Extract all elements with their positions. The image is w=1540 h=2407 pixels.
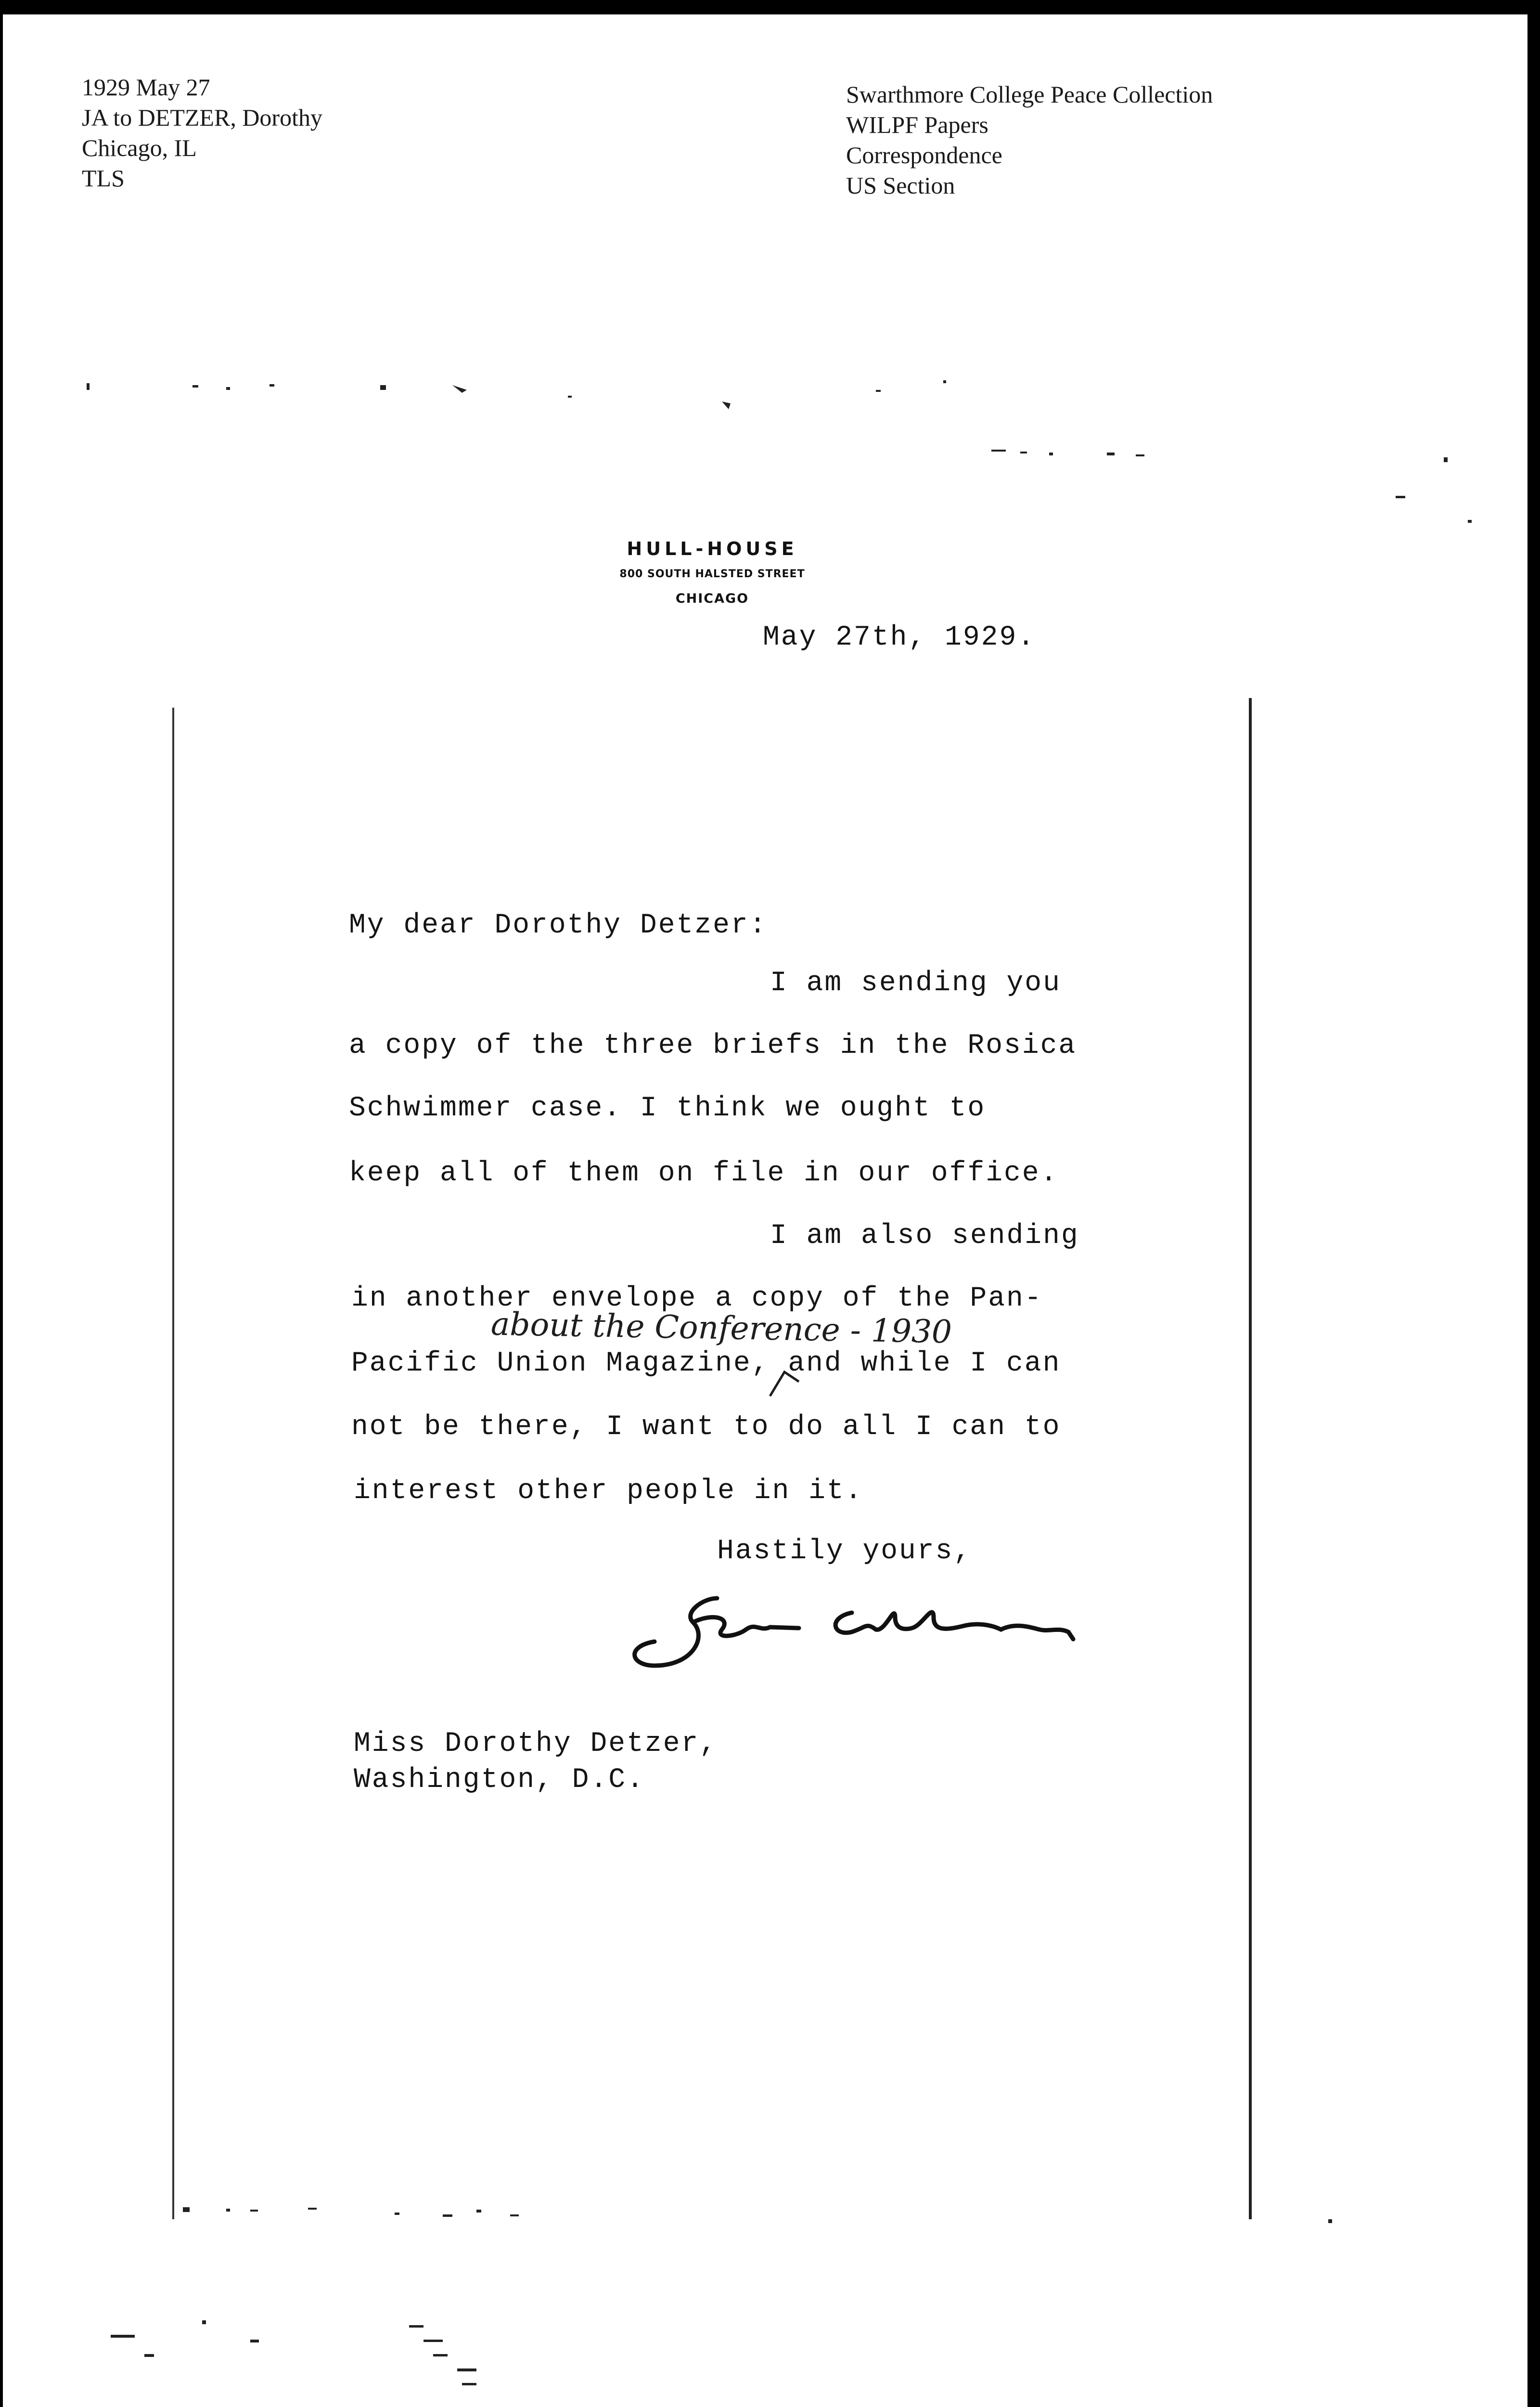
letter-closing: Hastily yours, <box>717 1536 972 1567</box>
letterhead-street: 800 SOUTH HALSTED STREET <box>619 568 805 580</box>
page-edge-left <box>172 708 174 2219</box>
recipient-city: Washington, D.C. <box>354 1764 645 1796</box>
signature-image <box>626 1584 1107 1680</box>
page-edge-right <box>1249 698 1252 2219</box>
letter-line: Schwimmer case. I think we ought to <box>349 1093 986 1124</box>
scan-noise-bottom <box>0 2195 1540 2407</box>
letter-line: I am sending you <box>770 968 1061 999</box>
handwritten-annotation: about the Conference - 1930 <box>490 1305 952 1351</box>
insertion-caret-icon <box>765 1367 804 1401</box>
letter-line: a copy of the three briefs in the Rosica <box>349 1030 1077 1061</box>
archive-doc-type: TLS <box>82 165 125 192</box>
letter-line: in another envelope a copy of the Pan- <box>351 1283 1043 1314</box>
archive-section: US Section <box>846 172 955 199</box>
letter-date: May 27th, 1929. <box>763 622 1036 653</box>
archive-correspondents: JA to DETZER, Dorothy <box>82 104 322 131</box>
letter-line: I am also sending <box>770 1220 1079 1252</box>
archive-date: 1929 May 27 <box>82 74 210 101</box>
archive-series: Correspondence <box>846 142 1002 168</box>
letter-salutation: My dear Dorothy Detzer: <box>349 910 768 941</box>
letter-line: Pacific Union Magazine, and while I can <box>351 1348 1061 1379</box>
recipient-name: Miss Dorothy Detzer, <box>354 1728 718 1760</box>
scan-border-right <box>1527 0 1540 2407</box>
letterhead-name: HULL-HOUSE <box>627 538 798 559</box>
archive-metadata-right <box>846 79 1213 201</box>
archive-metadata-left <box>82 72 322 194</box>
scan-border-top <box>0 0 1540 14</box>
letter-line: not be there, I want to do all I can to <box>351 1411 1061 1443</box>
letterhead-city: CHICAGO <box>675 591 749 606</box>
letter-line: keep all of them on file in our office. <box>349 1158 1059 1189</box>
archive-place: Chicago, IL <box>82 134 197 161</box>
archive-collection: Swarthmore College Peace Collection <box>846 81 1213 108</box>
scan-noise-top <box>0 366 1540 530</box>
archive-papers: WILPF Papers <box>846 111 988 138</box>
letter-line: interest other people in it. <box>354 1475 863 1507</box>
scan-border-left <box>0 0 3 2407</box>
